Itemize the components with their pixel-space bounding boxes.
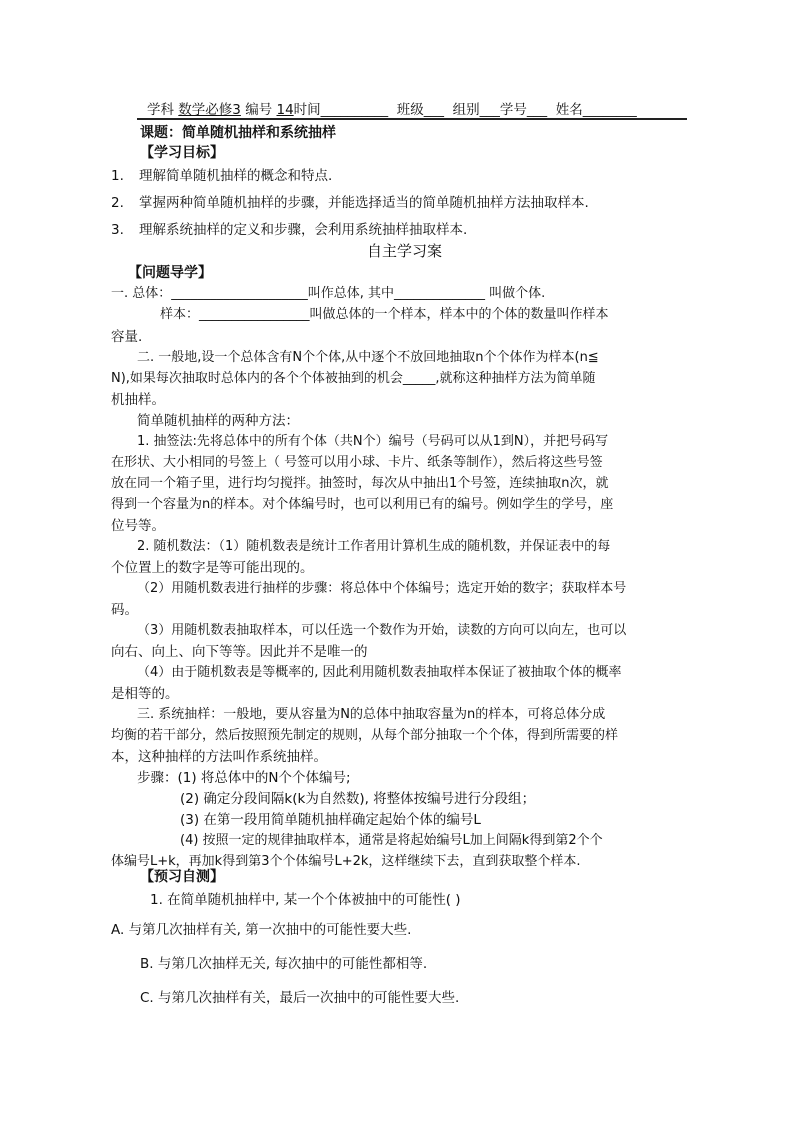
selftest-heading: 【预习自测】 xyxy=(140,869,224,885)
guide-line: 三. 系统抽样：一般地，要从容量为N的总体中抽取容量为n的样本，可将总体分成 xyxy=(137,707,606,722)
guide-line: (4) 按照一定的规律抽取样本，通常是将起始编号L加上间隔k得到第2个个 xyxy=(180,833,603,848)
name-blank: ________ xyxy=(582,102,637,118)
guide-line: 个位置上的数字是等可能出现的。 xyxy=(111,560,314,576)
option-c: C. 与第几次抽样有关，最后一次抽中的可能性要大些. xyxy=(140,990,460,1006)
guide-line: N),如果每次抽取时总体内的各个个体被抽到的机会_____,就称这种抽样方法为简单随 xyxy=(111,371,596,386)
guide-line: 简单随机抽样的两种方法： xyxy=(137,413,299,429)
guide-line: 放在同一个箱子里，进行均匀搅拌。抽签时，每次从中抽出1个号签，连续抽取n次，就 xyxy=(111,476,609,491)
guide-line: 码。 xyxy=(111,602,138,618)
section-title: 自主学习案 xyxy=(367,242,443,260)
time-blank: __________ xyxy=(320,102,389,118)
objective-item: 1. 理解简单随机抽样的概念和特点. xyxy=(111,168,333,184)
guide-line: （4）由于随机数表是等概率的, 因此利用随机数表抽取样本保证了被抽取个体的概率 xyxy=(137,665,622,680)
guide-line: 得到一个容量为n的样本。对个体编号时，也可以利用已有的编号。例如学生的学号，座 xyxy=(111,497,614,512)
subject-label: 学科 xyxy=(147,102,174,118)
guide-heading: 【问题导学】 xyxy=(128,265,212,281)
guide-line: 位号等。 xyxy=(111,518,165,534)
guide-line: 是相等的。 xyxy=(111,686,179,702)
subject-value: 数学必修3 xyxy=(178,102,241,118)
objective-item: 2. 掌握两种简单随机抽样的步骤，并能选择适当的简单随机抽样方法抽取样本. xyxy=(111,195,589,211)
group-label: 组别 xyxy=(452,102,480,118)
time-label: 时间 xyxy=(293,102,321,118)
objectives-heading: 【学习目标】 xyxy=(140,145,224,161)
lesson-title: 课题：简单随机抽样和系统抽样 xyxy=(140,125,336,141)
guide-line: 本，这种抽样的方法叫作系统抽样。 xyxy=(111,749,327,765)
objective-item: 3. 理解系统抽样的定义和步骤，会利用系统抽样抽取样本. xyxy=(111,222,468,238)
name-label: 姓名 xyxy=(555,102,583,118)
guide-line: 二. 一般地,设一个总体含有N个个体,从中逐个不放回地抽取n个个体作为样本(n≦ xyxy=(137,350,599,365)
guide-line: 在形状、大小相同的号签上（ 号签可以用小球、卡片、纸条等制作），然后将这些号签 xyxy=(111,455,603,470)
header-line xyxy=(147,98,637,118)
guide-line: 机抽样。 xyxy=(111,392,165,408)
guide-line: 向右、向上、向下等等。因此并不是唯一的 xyxy=(111,644,368,660)
guide-line: (3) 在第一段用简单随机抽样确定起始个体的编号L xyxy=(180,812,481,828)
student-no-label: 学号 xyxy=(499,102,527,118)
guide-line: 容量. xyxy=(111,329,143,345)
class-blank: ___ xyxy=(423,102,445,118)
number-value: 14 xyxy=(276,102,294,118)
option-b: B. 与第几次抽样无关, 每次抽中的可能性都相等. xyxy=(140,956,428,972)
header-rule xyxy=(137,118,687,120)
number-label: 编号 xyxy=(245,102,273,118)
guide-line: 2. 随机数法：（1）随机数表是统计工作者用计算机生成的随机数，并保证表中的每 xyxy=(137,539,611,554)
student-no-blank: ___ xyxy=(526,102,548,118)
option-a: A. 与第几次抽样有关, 第一次抽中的可能性要大些. xyxy=(111,922,412,938)
guide-line: （2）用随机数表进行抽样的步骤：将总体中个体编号；选定开始的数字；获取样本号 xyxy=(137,581,627,596)
class-label: 班级 xyxy=(396,102,424,118)
guide-line: 一. 总体：_____________________叫作总体, 其中______________ 叫做个体. xyxy=(111,286,546,301)
group-blank: ___ xyxy=(479,102,500,118)
guide-line: （3）用随机数表抽取样本，可以任选一个数作为开始，读数的方向可以向左，也可以 xyxy=(137,623,627,638)
guide-line: 样本：_________________叫做总体的一个样本，样本中的个体的数量叫作样本 xyxy=(160,307,609,322)
guide-line: 体编号L+k，再加k得到第3个个体编号L+2k，这样继续下去，直到获取整个样本. xyxy=(111,854,581,869)
guide-line: 均衡的若干部分，然后按照预先制定的规则，从每个部分抽取一个个体，得到所需要的样 xyxy=(111,728,619,743)
guide-line: 1. 抽签法:先将总体中的所有个体（共N个）编号（号码可以从1到N），并把号码写 xyxy=(137,434,609,449)
guide-line: 步骤：(1) 将总体中的N个个体编号; xyxy=(137,770,351,786)
question-text: 1. 在简单随机抽样中, 某一个个体被抽中的可能性( ) xyxy=(150,892,461,908)
guide-line: (2) 确定分段间隔k(k为自然数), 将整体按编号进行分段组； xyxy=(180,791,536,807)
